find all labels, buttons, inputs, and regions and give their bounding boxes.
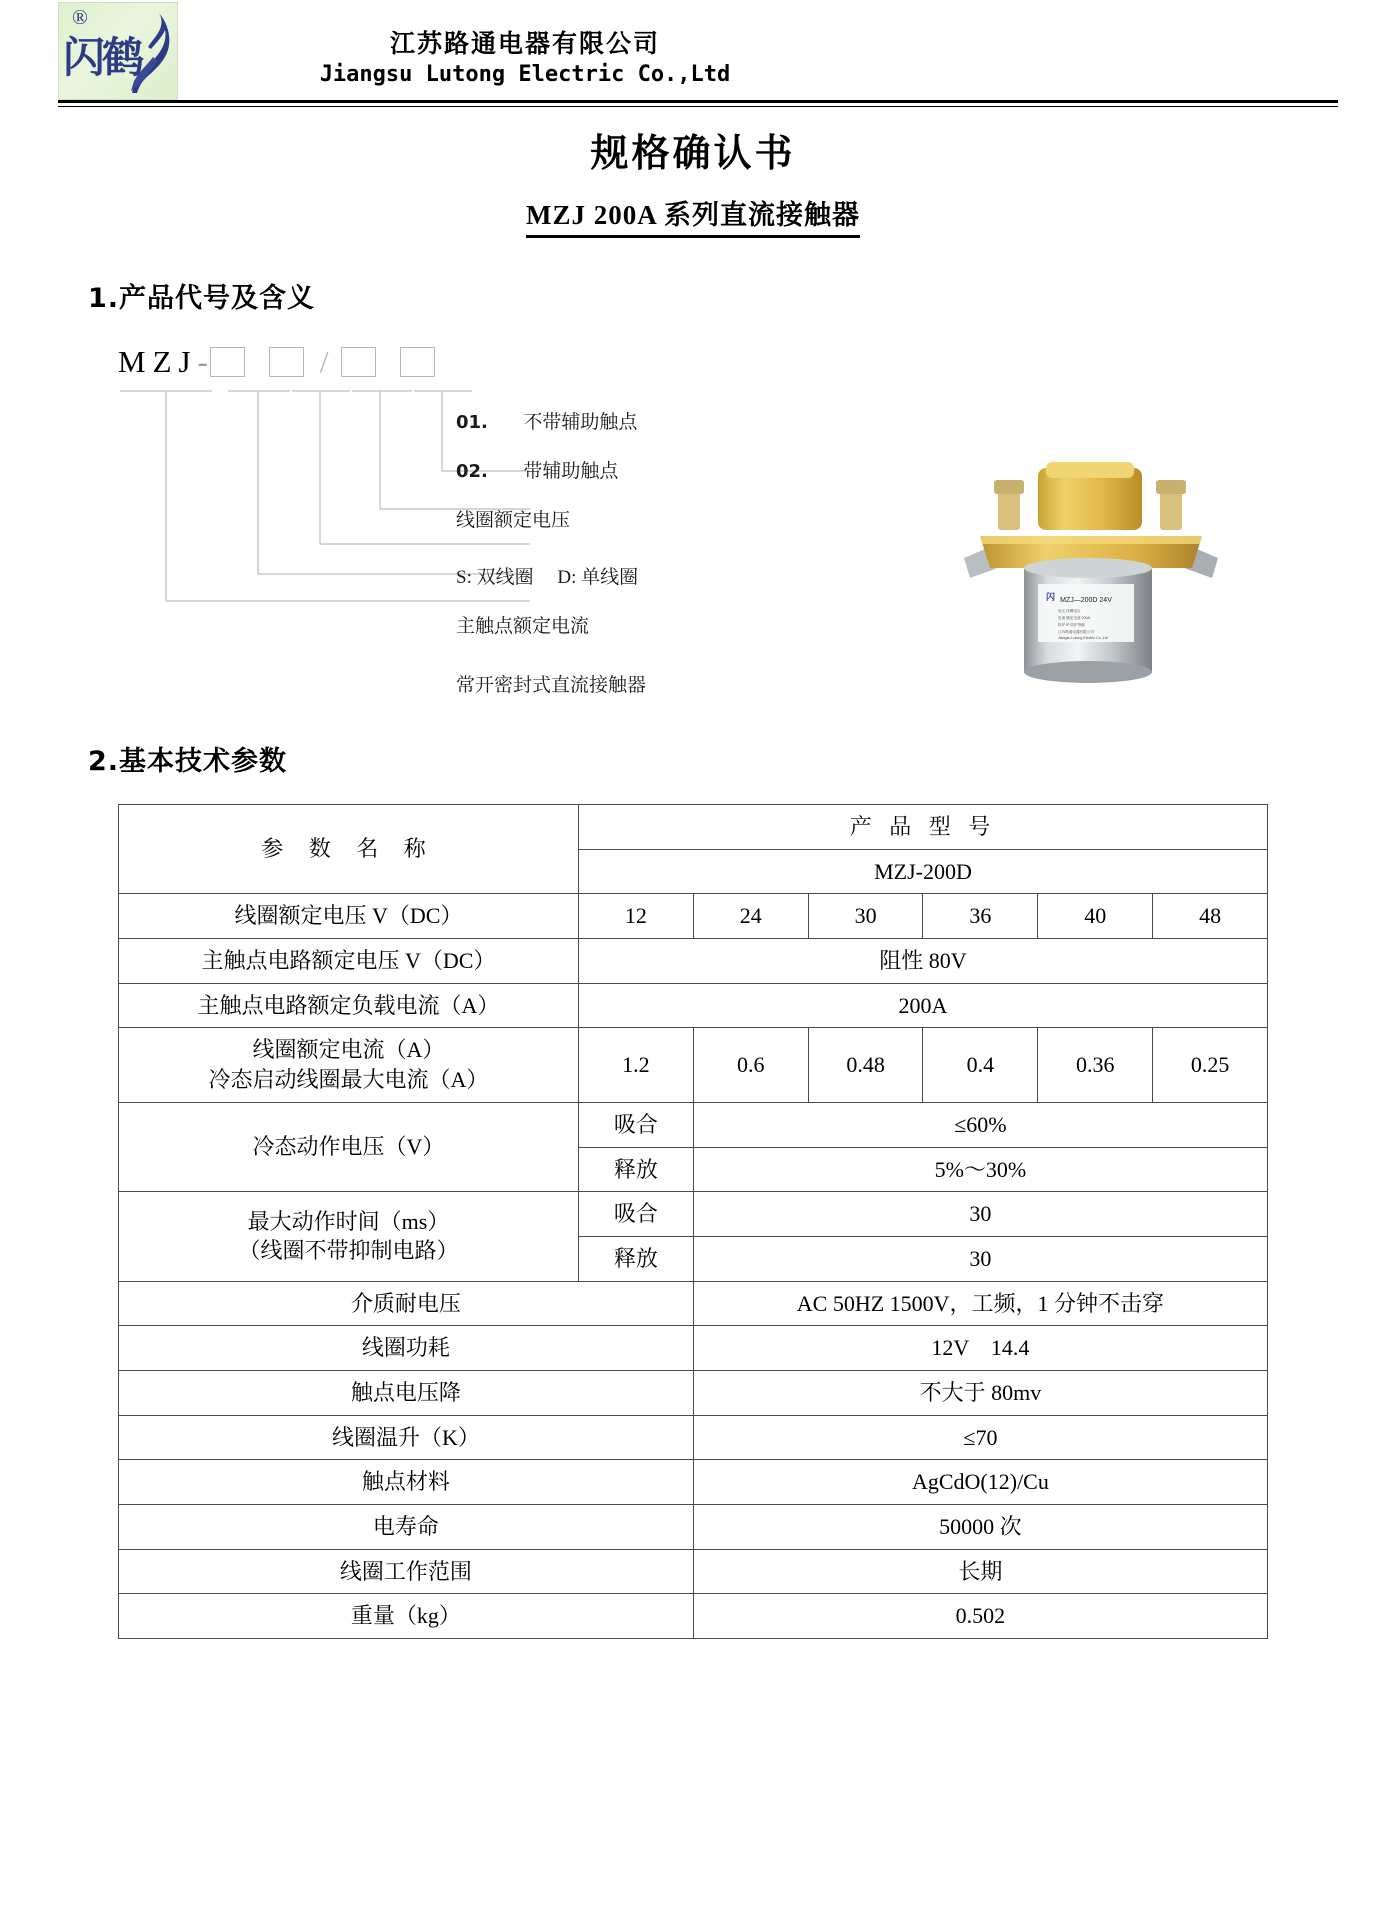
header-model-group-cell [579,805,1268,850]
value-cell: 200A [579,983,1268,1028]
svg-text:MZJ—200D 24V: MZJ—200D 24V [1060,597,1112,604]
header-param-label: 参 数 名 称 [261,836,436,862]
header-divider-thin [58,106,1338,107]
legend-text-1: 带辅助触点 [523,461,619,482]
value-cell: AgCdO(12)/Cu [693,1460,1267,1505]
registered-trademark-icon: ® [72,5,88,29]
value-cell: 0.25 [1153,1028,1268,1102]
product-photo [946,450,1236,700]
table-row [119,939,1268,984]
value-cell: 0.6 [693,1028,808,1102]
header-model-cell: MZJ-200D [579,849,1268,894]
legend-text-4: 主触点额定电流 [456,616,590,637]
table-row [119,1505,1268,1550]
value-cell: 不大于 80mv [693,1370,1267,1415]
param-label: 线圈额定电压 V（DC） [119,894,579,939]
brand-name-cn: 闪鹤 [63,33,142,82]
param-label: 线圈功耗 [119,1326,694,1371]
document-header [0,0,1386,104]
code-dash: - [197,344,208,379]
value-cell: AC 50HZ 1500V，工频，1 分钟不击穿 [693,1281,1267,1326]
value-cell: 阻性 80V [579,939,1268,984]
param-label-line1: 最大动作时间（ms） [247,1208,450,1234]
value-cell: 36 [923,894,1038,939]
header-param-cell [119,805,579,894]
legend-text-2: 线圈额定电压 [456,510,571,531]
param-label: 线圈工作范围 [119,1549,694,1594]
param-label-line2: （线圈不带抑制电路） [238,1238,459,1264]
value-cell: ≤60% [693,1102,1267,1147]
value-cell: 30 [808,894,923,939]
value-cell: 50000 次 [693,1505,1267,1550]
legend-text-0: 不带辅助触点 [523,412,638,433]
value-cell: 48 [1153,894,1268,939]
param-label: 触点电压降 [119,1370,694,1415]
sub-label: 吸合 [579,1192,694,1237]
param-label: 主触点电路额定负载电流（A） [119,983,579,1028]
table-row [119,1415,1268,1460]
value-cell: 30 [693,1192,1267,1237]
param-label: 主触点电路额定电压 V（DC） [119,939,579,984]
table-row [119,1370,1268,1415]
value-cell: ≤70 [693,1415,1267,1460]
table-row [119,1028,1268,1102]
company-name-cn: 江苏路通电器有限公司 [389,29,660,58]
table-row [119,1460,1268,1505]
table-row [119,1192,1268,1237]
legend-text-3: S: 双线圈 D: 单线圈 [456,567,639,588]
sub-label: 释放 [579,1236,694,1281]
code-legend [456,407,646,719]
sub-label: 释放 [579,1147,694,1192]
value-cell: 长期 [693,1549,1267,1594]
svg-text:Jiangsu Lutong Electric Co.,Lt: Jiangsu Lutong Electric Co.,Ltd [1058,636,1108,640]
param-label: 电寿命 [119,1505,694,1550]
param-label: 重量（kg） [119,1594,694,1639]
page-subtitle-wrap [0,193,1386,238]
table-row [119,1102,1268,1147]
value-cell: 0.48 [808,1028,923,1102]
param-label: 线圈温升（K） [119,1415,694,1460]
header-model-group-label: 产 品 型 号 [849,814,997,839]
param-label [119,1192,579,1281]
value-cell: 0.502 [693,1594,1267,1639]
section-2-heading: 2.基本技术参数 [88,746,288,777]
value-cell: 5%～30% [693,1147,1267,1192]
svg-text:防护 IP 防护等级: 防护 IP 防护等级 [1058,623,1085,627]
value-cell: 0.4 [923,1028,1038,1102]
svg-text:电压 线圈电压: 电压 线圈电压 [1058,609,1081,613]
table-row [119,1549,1268,1594]
value-cell: 0.36 [1038,1028,1153,1102]
legend-text-5: 常开密封式直流接触器 [456,675,647,696]
value-cell: 1.2 [579,1028,694,1102]
table-row [119,1281,1268,1326]
svg-text:江苏路通电器有限公司: 江苏路通电器有限公司 [1058,630,1094,634]
svg-text:电流 额定电流 200A: 电流 额定电流 200A [1058,616,1090,620]
value-cell: 30 [693,1236,1267,1281]
table-row [119,983,1268,1028]
param-label: 冷态动作电压（V） [119,1102,579,1191]
param-label-line1: 线圈额定电流（A） [252,1037,445,1063]
param-label-line2: 冷态启动线圈最大电流（A） [208,1067,489,1093]
code-slash: / [319,344,329,379]
table-row [119,1594,1268,1639]
company-logo [58,2,178,100]
specification-table [118,804,1268,1639]
legend-item-4 [456,611,646,638]
param-label: 介质耐电压 [119,1281,694,1326]
crane-bird-icon [129,9,173,97]
code-prefix: MZJ [118,344,198,379]
table-row [119,1326,1268,1371]
legend-item-5 [456,670,646,697]
legend-item-3 [456,562,646,589]
value-cell: 12V 14.4 [693,1326,1267,1371]
page-title: 规格确认书 [590,131,796,175]
param-label: 触点材料 [119,1460,694,1505]
legend-num-0: 01. [456,412,488,433]
value-cell: 12 [579,894,694,939]
company-name-en: Jiangsu Lutong Electric Co.,Ltd [319,61,731,87]
legend-item-0 [456,407,646,434]
table-row [119,805,1268,850]
legend-num-1: 02. [456,461,488,482]
page-subtitle: MZJ 200A 系列直流接触器 [526,193,860,238]
header-divider-thick [58,100,1338,103]
param-label [119,1028,579,1102]
section-1-heading: 1.产品代号及含义 [88,283,316,314]
table-row [119,894,1268,939]
value-cell: 24 [693,894,808,939]
company-name-block [205,30,845,89]
legend-item-2 [456,505,646,532]
sub-label: 吸合 [579,1102,694,1147]
svg-text:闪: 闪 [1046,593,1056,603]
value-cell: 40 [1038,894,1153,939]
legend-item-1 [456,456,646,483]
